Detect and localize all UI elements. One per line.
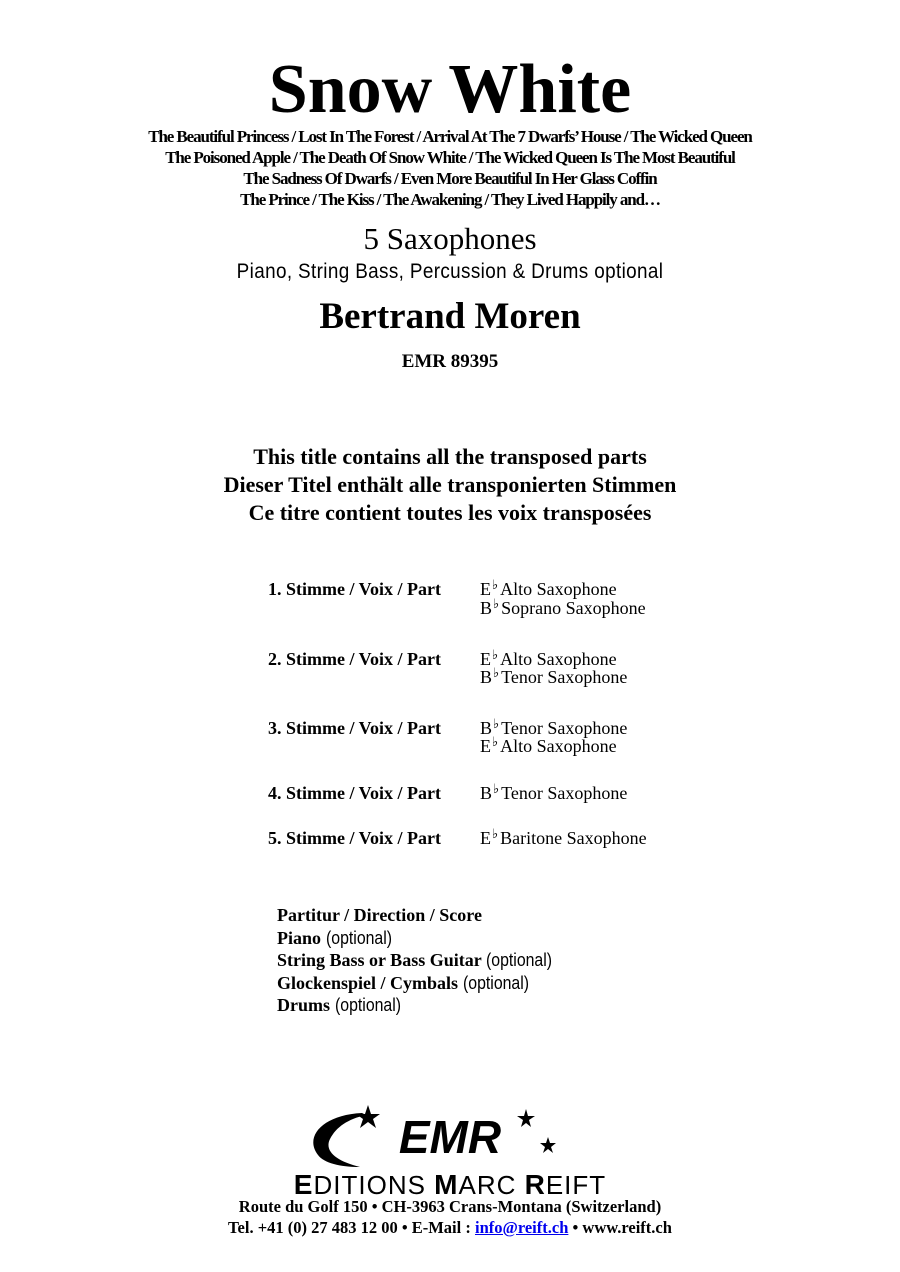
extra-part: Glockenspiel / Cymbals (optional) [277, 972, 529, 993]
part-label: 5. Stimme / Voix / Part [268, 828, 441, 848]
extra-part: Partitur / Direction / Score [277, 905, 482, 925]
flat-symbol: ♭ [493, 781, 500, 796]
flat-symbol: ♭ [492, 734, 499, 749]
part-label: 4. Stimme / Voix / Part [268, 783, 441, 803]
movement-line: The Poisoned Apple / The Death Of Snow White / The Wicked Queen Is The Most Beautiful [165, 148, 735, 167]
publisher-contact [0, 1196, 900, 1238]
instrumentation: 5 Saxophones [363, 221, 537, 256]
flat-symbol: ♭ [493, 716, 500, 731]
extra-part: String Bass or Bass Guitar (optional) [277, 950, 553, 971]
part-instrument: B♭ Tenor Saxophone [480, 665, 628, 687]
movement-line: The Sadness Of Dwarfs / Even More Beautiful In Her Glass Coffin [243, 169, 657, 188]
part-label: 2. Stimme / Voix / Part [268, 649, 441, 669]
logo-text: EMR [398, 1111, 502, 1163]
publisher-address: Route du Golf 150 • CH-3963 Crans-Montana (Switzerland) [238, 1197, 662, 1216]
flat-symbol: ♭ [493, 665, 500, 680]
flat-symbol: ♭ [492, 826, 499, 841]
part-instrument: E♭ Alto Saxophone [480, 647, 617, 669]
part-instrument: B♭ Soprano Saxophone [480, 596, 646, 618]
composer: Bertrand Moren [319, 296, 581, 337]
extra-part: Piano (optional) [277, 927, 392, 948]
part-instrument: B♭ Tenor Saxophone [480, 781, 628, 803]
publisher-name: EDITIONS MARC REIFT [293, 1169, 607, 1200]
flat-symbol: ♭ [493, 596, 500, 611]
page-title: Snow White [268, 51, 632, 128]
contains-line-fr: Ce titre contient toutes les voix transposées [248, 500, 652, 525]
contains-line-en: This title contains all the transposed parts [253, 444, 647, 469]
additional-parts [277, 904, 561, 1017]
part-instrument: E♭ Alto Saxophone [480, 577, 617, 599]
movement-line: The Beautiful Princess / Lost In The Forest / Arrival At The 7 Dwarfs’ House / The Wicked Queen [148, 127, 752, 146]
publisher-tel-line: Tel. +41 (0) 27 483 12 00 • E-Mail : info@reift.ch • www.reift.ch [228, 1218, 672, 1237]
instrumentation-optional: Piano, String Bass, Percussion & Drums optional [236, 260, 664, 283]
part-instrument: E♭ Alto Saxophone [480, 734, 617, 756]
part-label: 1. Stimme / Voix / Part [268, 579, 441, 599]
movement-line: The Prince / The Kiss / The Awakening / They Lived Happily and… [240, 190, 660, 209]
part-label: 3. Stimme / Voix / Part [268, 718, 441, 738]
flat-symbol: ♭ [492, 577, 499, 592]
contains-line-de: Dieser Titel enthält alle transponierten Stimmen [223, 472, 677, 497]
part-instrument: E♭ Baritone Saxophone [480, 826, 647, 848]
emr-logo [300, 1105, 570, 1175]
extra-part: Drums (optional) [277, 995, 401, 1016]
catalog-code: EMR 89395 [401, 351, 499, 372]
part-instrument: B♭ Tenor Saxophone [480, 716, 628, 738]
flat-symbol: ♭ [492, 647, 499, 662]
email-link[interactable]: info@reift.ch [474, 1218, 569, 1237]
